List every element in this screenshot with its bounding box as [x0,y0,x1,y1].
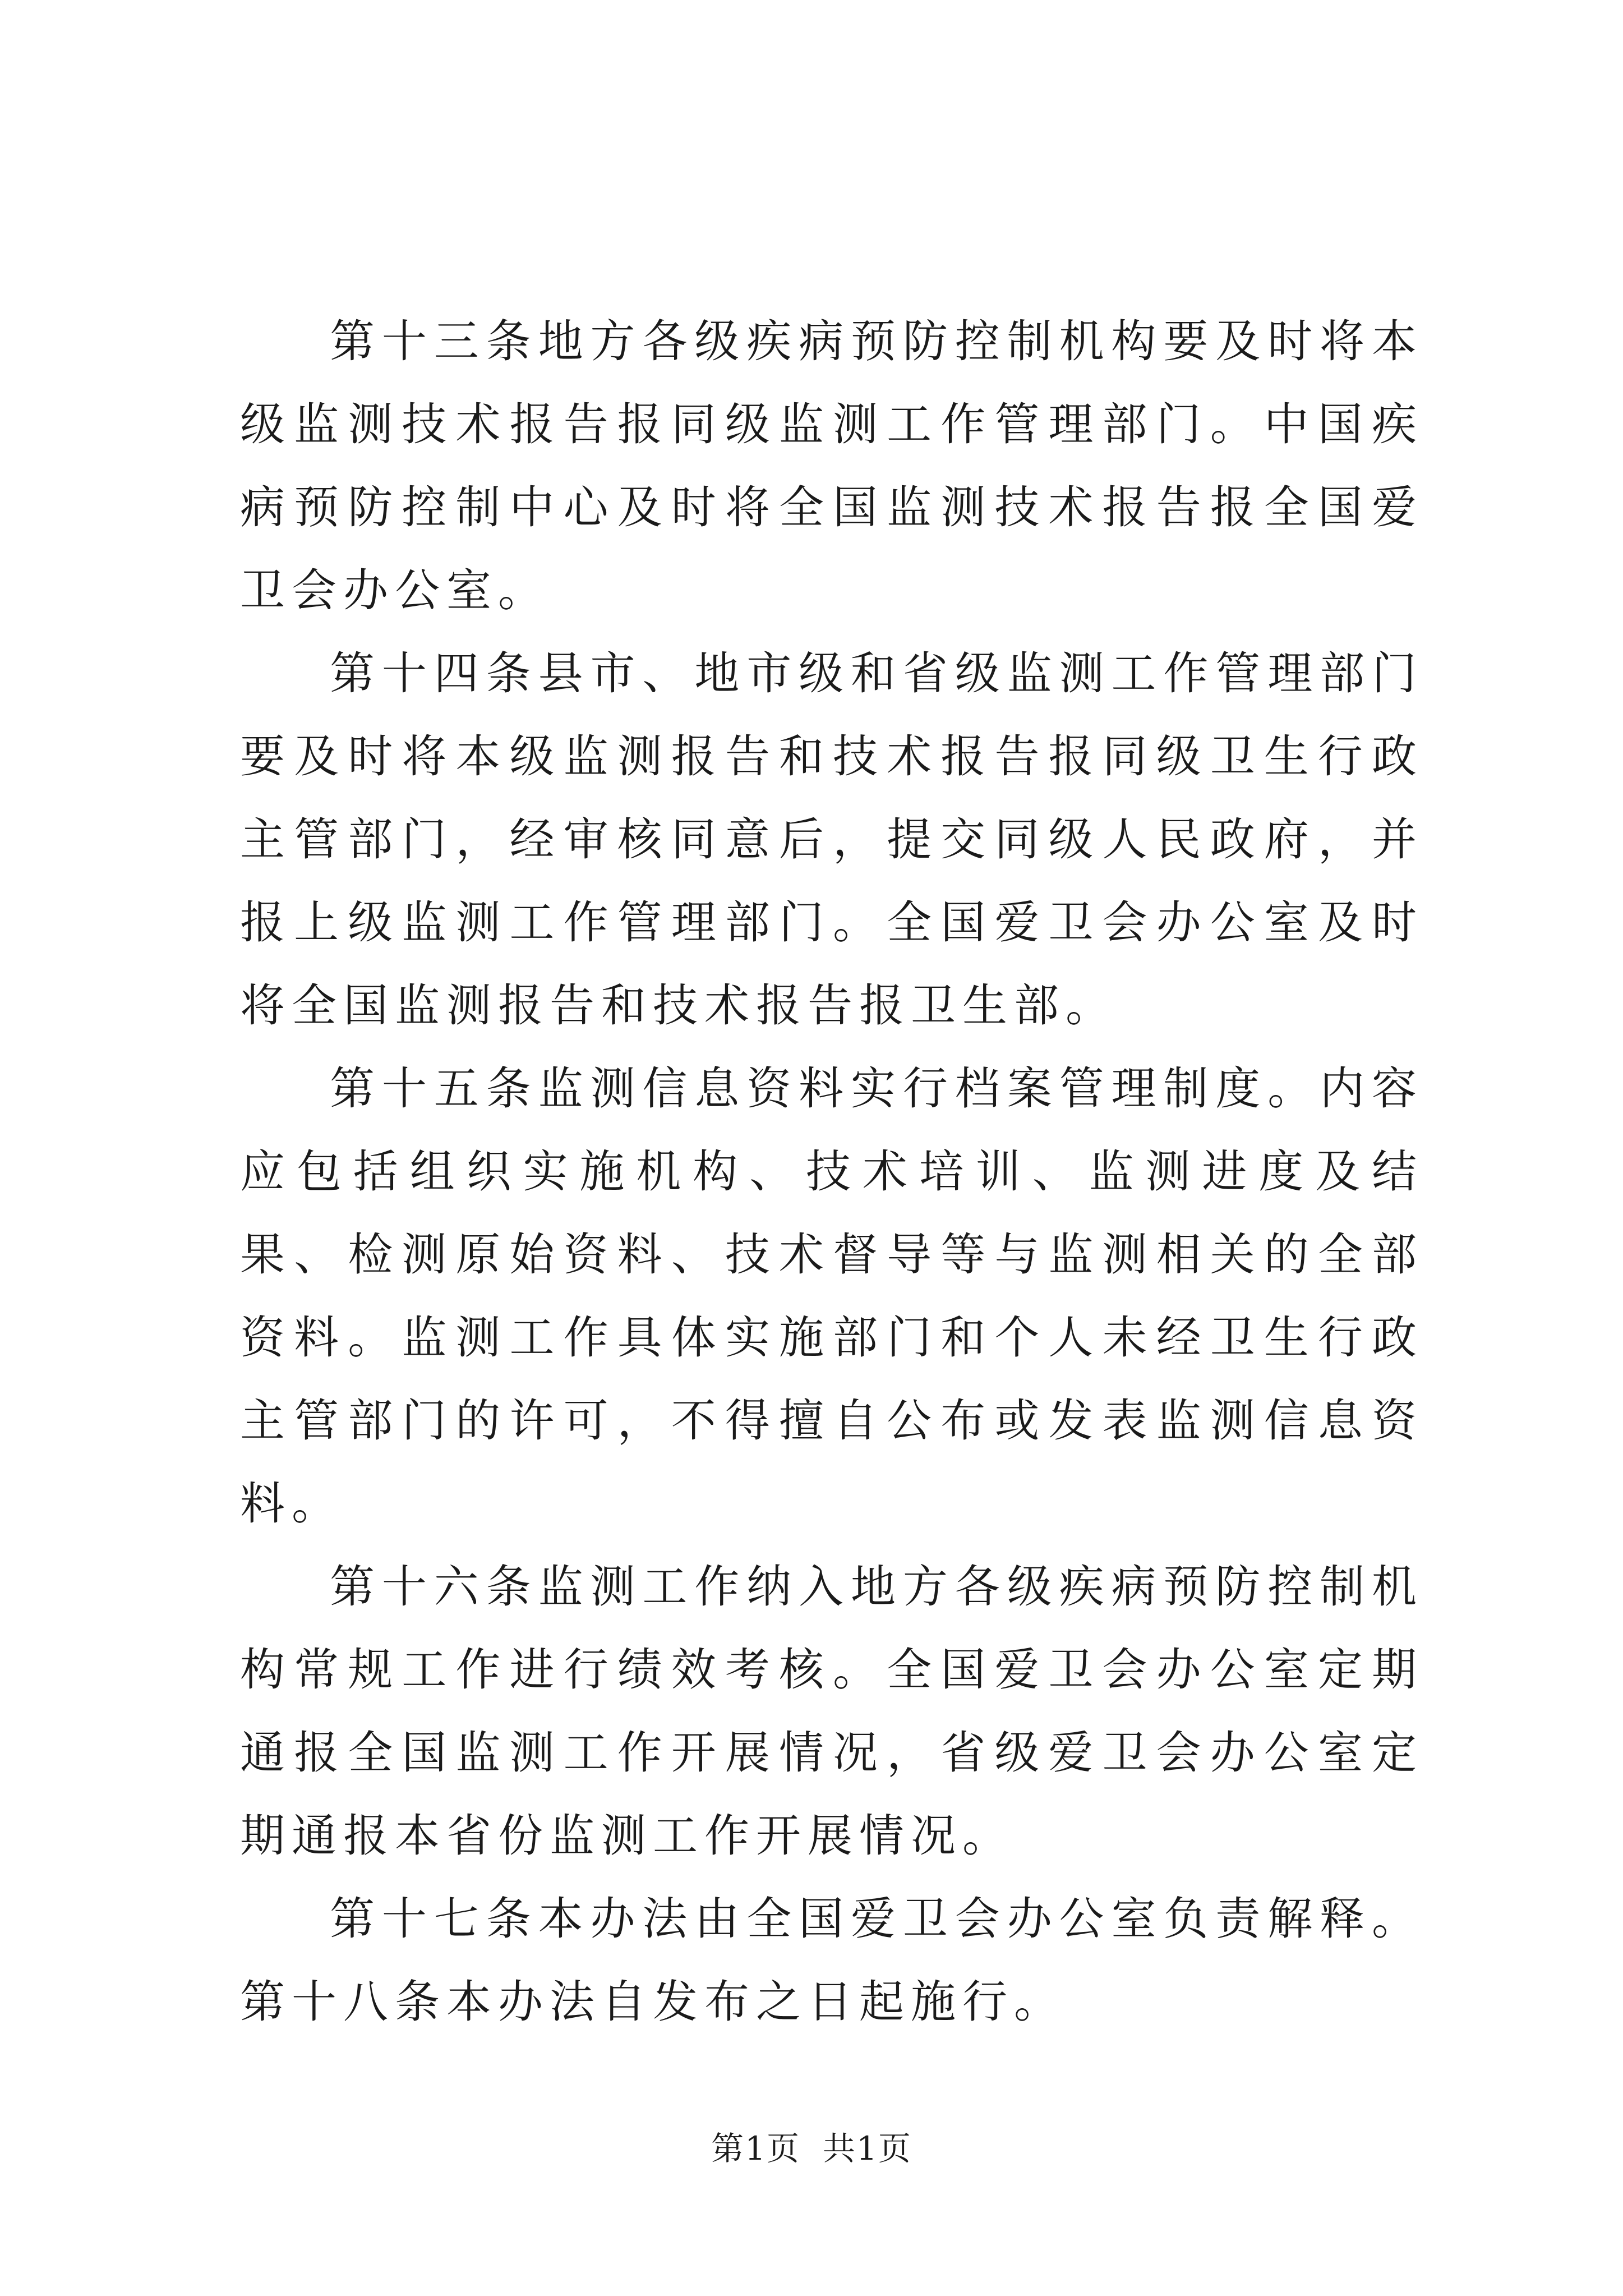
paragraph-article-17-18: 第十七条本办法由全国爱卫会办公室负责解释。第十八条本办法自发布之日起施行。 [240,1893,1423,2028]
paragraph-article-15: 第十五条监测信息资料实行档案管理制度。内容应包括组织实施机构、技术培训、监测进度及结果、检测原始资料、技术督导等与监测相关的全部资料。监测工作具体实施部门和个人未经卫生行政主管部门的许可，不得擅自公布或发表监测信息资料。 [240,1062,1423,1530]
paragraph-article-16: 第十六条监测工作纳入地方各级疾病预防控制机构常规工作进行绩效考核。全国爱卫会办公室定期通报全国监测工作开展情况，省级爱卫会办公室定期通报本省份监测工作开展情况。 [240,1561,1423,1862]
page-number-current: 第1页 [711,2129,800,2168]
page-footer [0,2126,1623,2171]
paragraph-article-13: 第十三条地方各级疾病预防控制机构要及时将本级监测技术报告报同级监测工作管理部门。中国疾病预防控制中心及时将全国监测技术报告报全国爱卫会办公室。 [240,315,1423,616]
document-body [240,300,1423,2044]
page-number-total: 共1页 [823,2129,912,2168]
paragraph-article-14: 第十四条县市、地市级和省级监测工作管理部门要及时将本级监测报告和技术报告报同级卫生行政主管部门，经审核同意后，提交同级人民政府，并报上级监测工作管理部门。全国爱卫会办公室及时将全国监测报告和技术报告报卫生部。 [240,647,1423,1032]
